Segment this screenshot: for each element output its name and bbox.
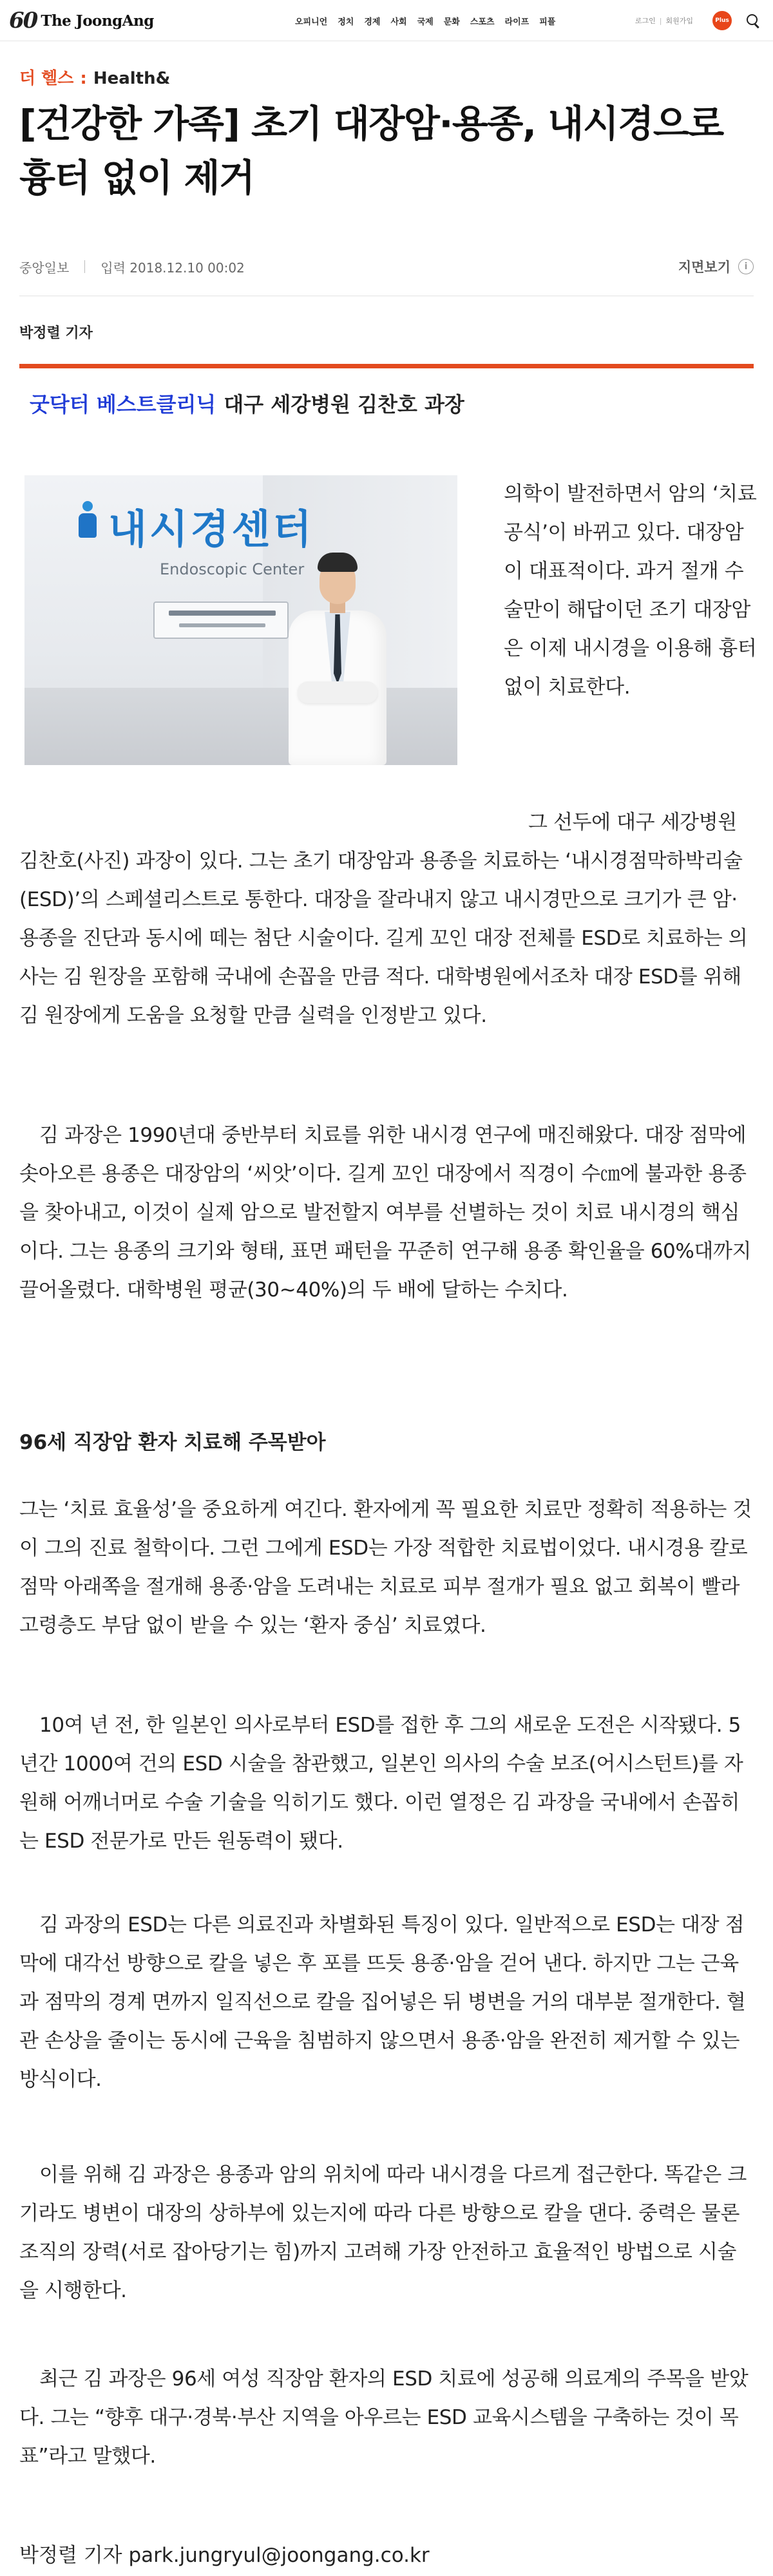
article-date: 입력 2018.12.10 00:02 <box>100 260 245 276</box>
doctor-arms <box>298 681 377 703</box>
plus-badge[interactable]: Plus <box>712 11 732 30</box>
clinic-series-label: 굿닥터 베스트클리닉 <box>30 392 216 417</box>
body-paragraph-1: 그 선두에 대구 세강병원 김찬호(사진) 과장이 있다. 그는 초기 대장암과 용종을 치료하는 ‘내시경점막하박리술(ESD)’의 스페셜리스트로 통한다. 대장을 잘라내지 않고 내시경만으로 크기가 큰 암·용종을 진단과 동시에 떼는 첨단 시술이다. 길게 꼬인 대장 전체를 ESD로 치료하는 의사는 김 원장을 포함해 국내에 손꼽을 만큼 적다. 대학병원에서조차 대장 ESD를 위해 김 원장에게 도움을 요청할 만큼 실력을 인정받고 있다. <box>19 811 748 1027</box>
nav-item-life[interactable]: 라이프 <box>504 17 530 27</box>
search-icon[interactable] <box>746 14 760 28</box>
login-link[interactable]: 로그인 <box>635 17 656 25</box>
byline[interactable]: 박정렬 기자 <box>19 325 93 341</box>
info-icon[interactable]: i <box>738 259 754 274</box>
photo-floor <box>24 688 457 765</box>
section-colon: : <box>80 69 87 88</box>
photo-sign-subtitle: Endoscopic Center <box>160 560 305 578</box>
body-subhead: 96세 직장암 환자 치료해 주목받아 <box>19 1431 326 1454</box>
wall-plaque <box>153 601 289 639</box>
article-meta <box>19 257 754 276</box>
clinic-logo-torso <box>79 513 97 538</box>
main-nav <box>295 0 566 41</box>
body-paragraph-6: 이를 위해 김 과장은 용종과 암의 위치에 따라 내시경을 다르게 접근한다. 똑같은 크기라도 병변이 대장의 상하부에 있는지에 따라 다른 방향으로 칼을 댄다. 중력은 물론 조직의 장력(서로 잡아당기는 힘)까지 고려해 가장 안전하고 효율적인 방법으로 시술을 시행한다. <box>19 2163 747 2302</box>
intro-paragraph: 의학이 발전하면서 암의 ‘치료 공식’이 바뀌고 있다. 대장암이 대표적이다. 과거 절개 수술만이 해답이던 조기 대장암은 이제 내시경을 이용해 흉터 없이 치료한다. <box>504 482 757 699</box>
nav-item-society[interactable]: 사회 <box>390 17 407 27</box>
body-paragraph-7: 최근 김 과장은 96세 여성 직장암 환자의 ESD 치료에 성공해 의료계의 주목을 받았다. 그는 “향후 대구·경북·부산 지역을 아우르는 ESD 교육시스템을 구축하는 것이 목표”라고 말했다. <box>19 2367 749 2468</box>
section-name-en: Health& <box>93 69 171 88</box>
photo-sign-title: 내시경센터 <box>108 506 314 553</box>
doctor-figure <box>282 553 392 765</box>
print-edition-button[interactable] <box>678 257 754 276</box>
nav-item-sports[interactable]: 스포츠 <box>470 17 495 27</box>
clinic-logo-head <box>82 501 93 511</box>
logo-60-mark: 60 <box>9 8 37 33</box>
nav-item-economy[interactable]: 경제 <box>364 17 381 27</box>
section-name-kr: 더 헬스 <box>19 69 74 88</box>
accent-rule <box>19 364 754 368</box>
article-headline: [건강한 가족] 초기 대장암·용종, 내시경으로 흉터 없이 제거 <box>19 102 723 200</box>
plaque-line <box>179 623 265 627</box>
header-utility <box>635 0 760 41</box>
article-source: 중앙일보 <box>19 260 70 276</box>
signup-link[interactable]: 회원가입 <box>665 17 693 25</box>
plaque-line <box>169 611 276 616</box>
body-paragraph-2: 김 과장은 1990년대 중반부터 치료를 위한 내시경 연구에 매진해왔다. 대장 점막에 솟아오른 용종은 대장암의 ‘씨앗’이다. 길게 꼬인 대장에서 직경이 수㎝에 불과한 용종을 찾아내고, 이것이 실제 암으로 발전할지 여부를 선별하는 것이 치료 내시경의 핵심이다. 그는 용종의 크기와 형태, 표면 패턴을 꾸준히 연구해 용종 확인율을 60%대까지 끌어올렸다. 대학병원 평균(30~40%)의 두 배에 달하는 수치다. <box>19 1124 752 1302</box>
site-logo[interactable] <box>9 8 154 33</box>
utility-divider: | <box>659 16 662 25</box>
nav-item-politics[interactable]: 정치 <box>338 17 354 27</box>
body-paragraph-3: 그는 ‘치료 효율성’을 중요하게 여긴다. 환자에게 꼭 필요한 치료만 정확히 적용하는 것이 그의 진료 철학이다. 그런 그에게 ESD는 가장 적합한 치료법이었다. 내시경용 칼로 점막 아래쪽을 절개해 용종·암을 도려내는 치료로 피부 절개가 필요 없고 회복이 빨라 고령층도 부담 없이 받을 수 있는 ‘환자 중심’ 치료였다. <box>19 1498 752 1637</box>
clinic-subhead <box>30 388 464 418</box>
article-photo[interactable] <box>24 475 457 765</box>
doctor-hair <box>318 553 358 572</box>
meta-divider <box>84 260 85 273</box>
nav-item-opinion[interactable]: 오피니언 <box>295 17 328 27</box>
nav-item-people[interactable]: 피플 <box>539 17 556 27</box>
site-header <box>0 0 773 41</box>
reporter-signature: 박정렬 기자 park.jungryul@joongang.co.kr <box>19 2544 430 2567</box>
logo-text: The JoongAng <box>41 12 154 30</box>
clinic-logo-icon <box>76 501 99 541</box>
nav-item-culture[interactable]: 문화 <box>443 17 460 27</box>
body-paragraph-5: 김 과장의 ESD는 다른 의료진과 차별화된 특징이 있다. 일반적으로 ESD는 대장 점막에 대각선 방향으로 칼을 넣은 후 포를 뜨듯 용종·암을 걷어 낸다. 하지만 그는 근육과 점막의 경계 면까지 일직선으로 칼을 집어넣은 뒤 병변을 거의 대부분 절개한다. 혈관 손상을 줄이는 동시에 근육을 침범하지 않으면서 용종·암을 완전히 제거할 수 있는 방식이다. <box>19 1913 746 2091</box>
body-paragraph-4: 10여 년 전, 한 일본인 의사로부터 ESD를 접한 후 그의 새로운 도전은 시작됐다. 5년간 1000여 건의 ESD 시술을 참관했고, 일본인 의사의 수술 보조(어시스턴트)를 자원해 어깨너머로 수술 기술을 익히기도 했다. 이런 열정은 김 과장을 국내에서 손꼽히는 ESD 전문가로 만든 원동력이 됐다. <box>19 1714 743 1853</box>
section-label[interactable] <box>19 65 170 89</box>
nav-item-world[interactable]: 국제 <box>417 17 434 27</box>
print-edition-label: 지면보기 <box>678 260 730 275</box>
clinic-doctor-label: 대구 세강병원 김찬호 과장 <box>224 392 464 417</box>
